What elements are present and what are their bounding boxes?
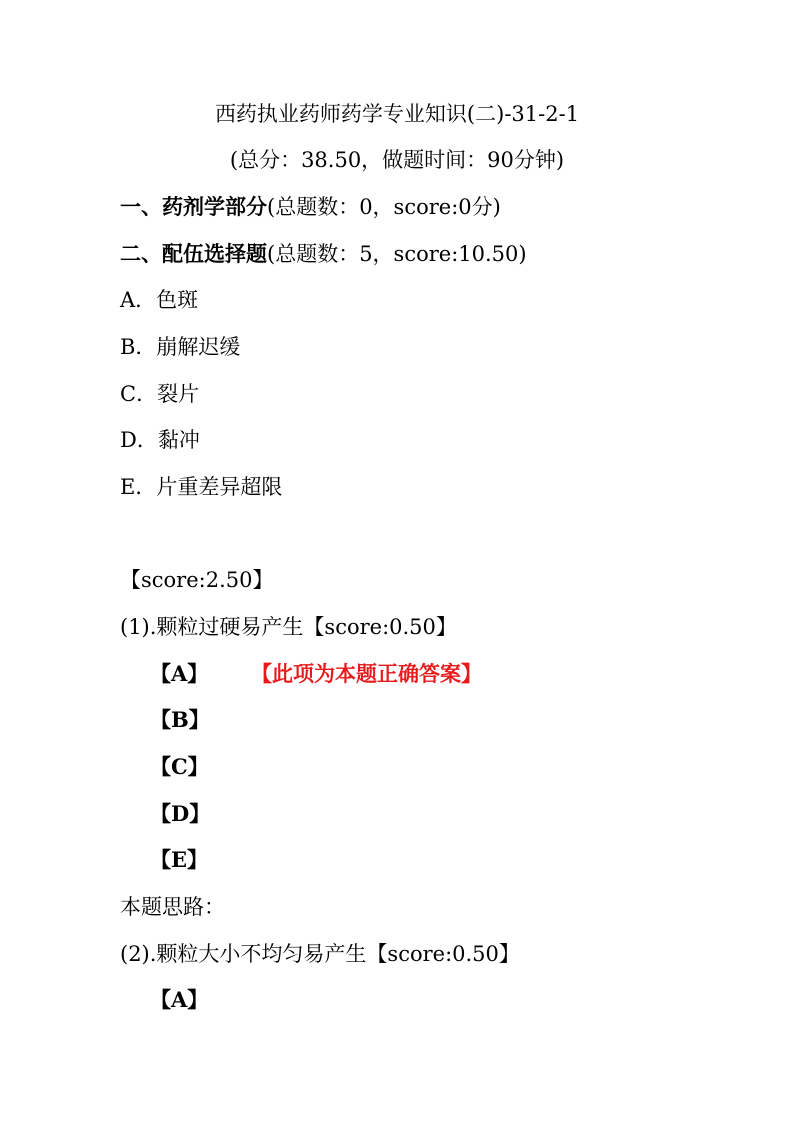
section-meta: (总题数：5，score:10.50) — [267, 242, 527, 266]
question-1-answer-d: 【D】 — [150, 801, 211, 826]
option-b: B．崩解迟缓 — [120, 335, 241, 359]
correct-answer-note: 【此项为本题正确答案】 — [250, 661, 482, 686]
section-name: 配伍选择题 — [162, 241, 267, 266]
section-heading-2 — [120, 240, 527, 268]
section-name: 药剂学部分 — [162, 194, 267, 219]
option-d: D．黏冲 — [120, 428, 200, 452]
option-c: C．裂片 — [120, 382, 200, 406]
question-1-answer-b: 【B】 — [150, 707, 210, 732]
group-score: 【score:2.50】 — [120, 568, 274, 592]
explanation-label: 本题思路： — [120, 895, 225, 919]
question-1-answer-c: 【C】 — [150, 754, 209, 779]
page-title: 西药执业药师药学专业知识(二)-31-2-1 — [214, 102, 580, 126]
section-prefix: 二、 — [120, 241, 162, 266]
section-meta: (总题数：0，score:0分) — [267, 195, 501, 219]
option-e: E．片重差异超限 — [120, 475, 283, 499]
page-subtitle: (总分：38.50，做题时间：90分钟) — [229, 148, 565, 172]
question-2-answer-a: 【A】 — [150, 987, 209, 1012]
question-1-answer-e: 【E】 — [150, 847, 209, 872]
section-heading-1 — [120, 193, 501, 221]
question-1-text: (1).颗粒过硬易产生【score:0.50】 — [120, 615, 457, 639]
section-prefix: 一、 — [120, 194, 162, 219]
answer-label: 【A】 — [150, 661, 209, 686]
question-2-text: (2).颗粒大小不均匀易产生【score:0.50】 — [120, 942, 520, 966]
question-1-answer-a — [150, 660, 482, 688]
option-a: A．色斑 — [120, 288, 199, 312]
